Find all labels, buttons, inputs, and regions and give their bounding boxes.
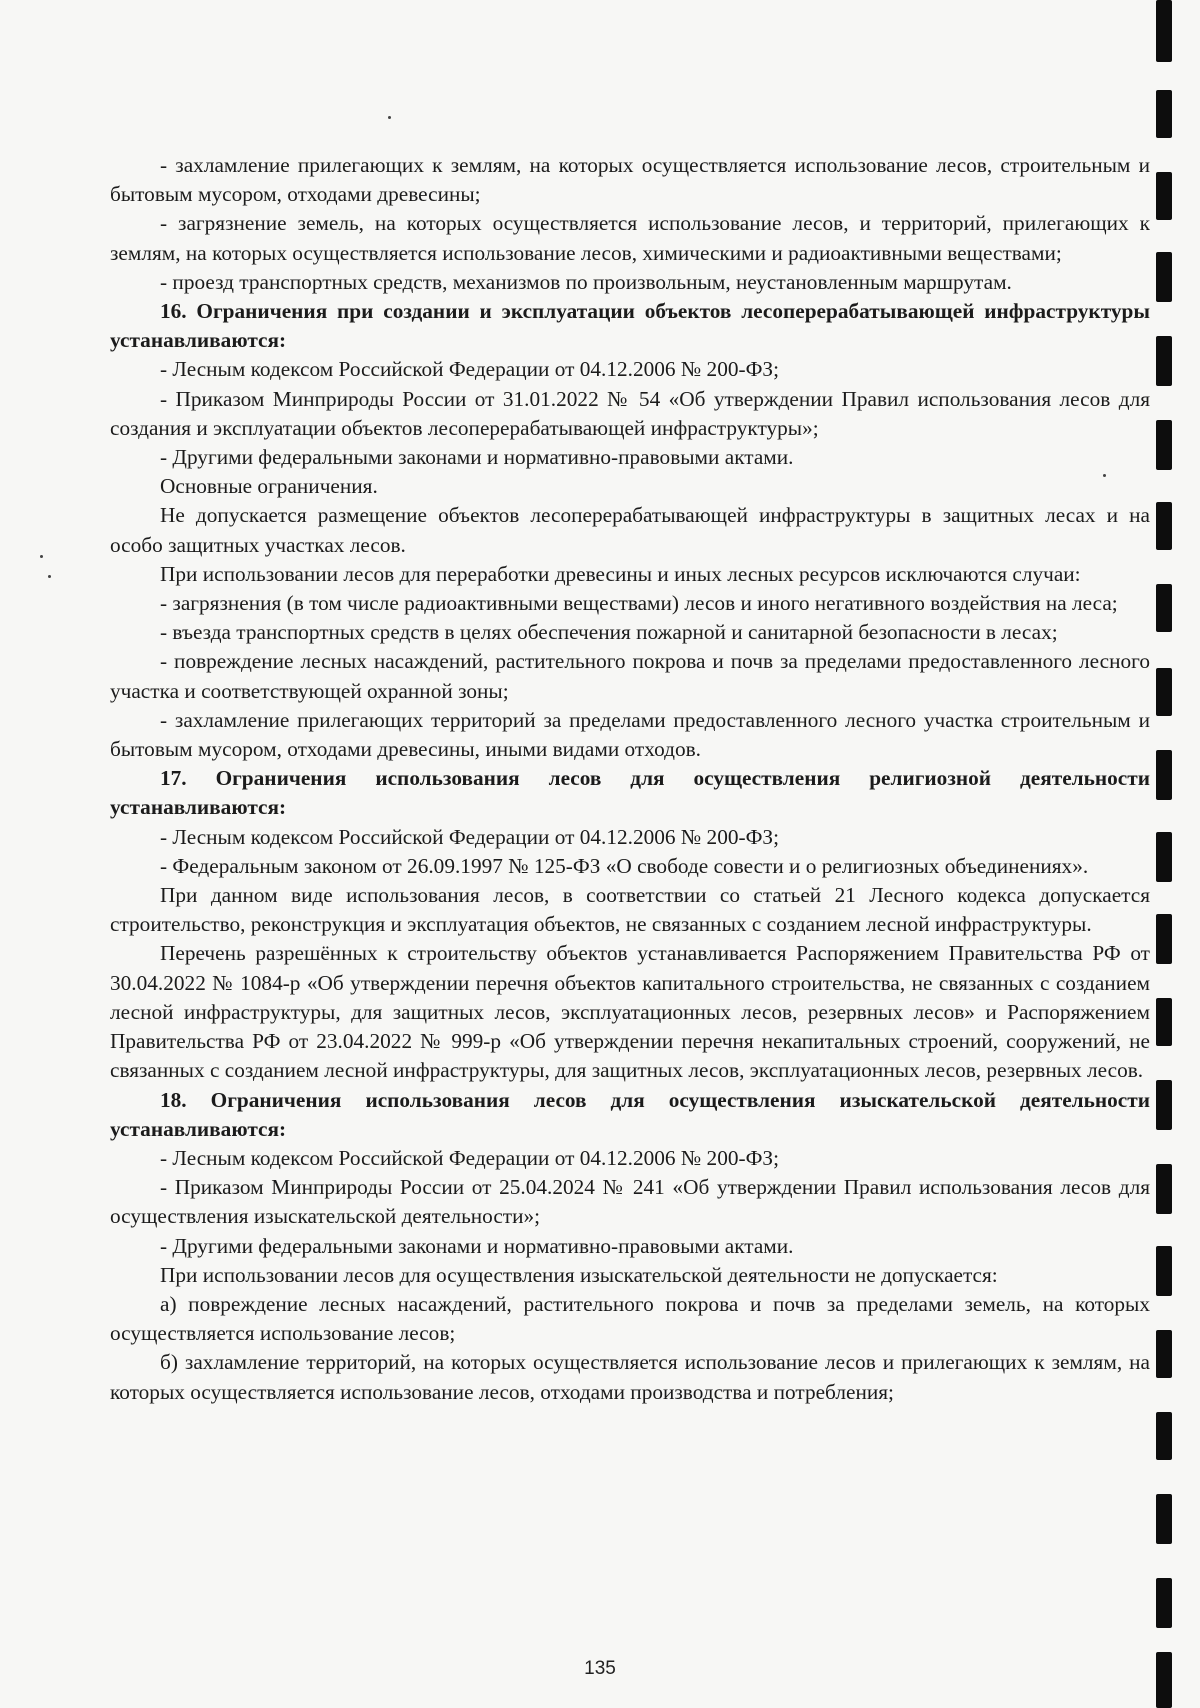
paragraph-11: - загрязнения (в том числе радиоактивными веществами) лесов и иного негативного воздействия на леса; [160,591,1118,616]
paragraph-10: При использовании лесов для переработки древесины и иных лесных ресурсов исключаются случаи: [160,561,1081,586]
scan-speck [388,116,391,119]
paragraph-2: - загрязнение земель, на которых осуществляется использование лесов, и территорий, прилегающих к землям, на которых осуществляется использование лесов, химическими и радиоактивными веществами; [110,211,1150,265]
scan-speck [48,575,51,578]
binding-mark [1156,1164,1172,1214]
binding-mark [1156,1652,1172,1708]
paragraph-7: - Другими федеральными законами и нормативно-правовыми актами. [160,445,794,470]
page-number: 135 [584,1658,616,1679]
paragraph-5: - Лесным кодексом Российской Федерации от 04.12.2006 № 200-ФЗ; [160,357,779,382]
binding-mark [1156,584,1172,632]
binding-mark [1156,998,1172,1046]
section-17-heading: 17. Ограничения использования лесов для осуществления религиозной деятельности устанавливаются: [110,766,1150,820]
binding-mark [1156,90,1172,138]
binding-mark [1156,1412,1172,1460]
paragraph-8: Основные ограничения. [160,474,378,499]
binding-mark [1156,502,1172,550]
page-content [110,151,1150,1407]
paragraph-23: - Другими федеральными законами и нормативно-правовыми актами. [160,1233,794,1258]
binding-mark [1156,1494,1172,1544]
binding-mark [1156,0,1172,62]
section-16-heading: 16. Ограничения при создании и эксплуатации объектов лесоперерабатывающей инфраструктуры устанавливаются: [110,299,1150,353]
paragraph-18: При данном виде использования лесов, в соответствии со статьей 21 Лесного кодекса допускается строительство, реконструкция и эксплуатация объектов, не связанных с созданием лесной инфраструктуры. [110,883,1150,937]
paragraph-13: - повреждение лесных насаждений, растительного покрова и почв за пределами предоставленного лесного участка и соответствующей охранной зоны; [110,649,1150,703]
binding-mark [1156,1330,1172,1378]
paragraph-19: Перечень разрешённых к строительству объектов устанавливается Распоряжением Правительства РФ от 30.04.2022 № 1084-р «Об утверждении перечня объектов капитального строительства, не связанных с созданием лесной инфраструктуры, для защитных лесов, эксплуатационных лесов, резервных лесов» и Распоряжением Правительства РФ от 23.04.2022 № 999-р «Об утверждении перечня некапитальных строений, сооружений, не связанных с созданием лесной инфраструктуры, для защитных лесов, эксплуатационных лесов, резервных лесов. [110,941,1150,1083]
binding-mark [1156,252,1172,302]
paragraph-12: - въезда транспортных средств в целях обеспечения пожарной и санитарной безопасности в лесах; [160,620,1058,645]
section-18-heading: 18. Ограничения использования лесов для осуществления изыскательской деятельности устанавливаются: [110,1087,1150,1141]
scan-speck [40,555,43,558]
paragraph-25: а) повреждение лесных насаждений, растительного покрова и почв за пределами земель, на которых осуществляется использование лесов; [110,1291,1150,1346]
binding-mark [1156,420,1172,470]
scan-speck [1103,474,1106,477]
binding-marks [1156,0,1180,1708]
binding-mark [1156,914,1172,964]
paragraph-1: - захламление прилегающих к землям, на которых осуществляется использование лесов, строительным и бытовым мусором, отходами древесины; [110,153,1150,207]
paragraph-22: - Приказом Минприроды России от 25.04.2024 № 241 «Об утверждении Правил использования лесов для осуществления изыскательской деятельности»; [110,1175,1150,1229]
binding-mark [1156,1080,1172,1130]
paragraph-16: - Лесным кодексом Российской Федерации от 04.12.2006 № 200-ФЗ; [160,824,779,849]
binding-mark [1156,172,1172,220]
paragraph-24: При использовании лесов для осуществления изыскательской деятельности не допускается: [160,1262,998,1287]
paragraph-21: - Лесным кодексом Российской Федерации от 04.12.2006 № 200-ФЗ; [160,1145,779,1170]
binding-mark [1156,336,1172,386]
paragraph-3: - проезд транспортных средств, механизмов по произвольным, неустановленным маршрутам. [160,269,1012,294]
binding-mark [1156,1246,1172,1296]
binding-mark [1156,832,1172,882]
paragraph-6: - Приказом Минприроды России от 31.01.2022 № 54 «Об утверждении Правил использования лесов для создания и эксплуатации объектов лесоперерабатывающей инфраструктуры»; [110,386,1150,440]
binding-mark [1156,1578,1172,1628]
paragraph-26: б) захламление территорий, на которых осуществляется использование лесов и прилегающих к землям, на которых осуществляется использование лесов, отходами производства и потребления; [110,1350,1150,1404]
binding-mark [1156,668,1172,716]
paragraph-14: - захламление прилегающих территорий за пределами предоставленного лесного участка строительным и бытовым мусором, отходами древесины, иными видами отходов. [110,707,1150,762]
paragraph-9: Не допускается размещение объектов лесоперерабатывающей инфраструктуры в защитных лесах и на особо защитных участках лесов. [110,503,1150,557]
paragraph-17: - Федеральным законом от 26.09.1997 № 125-ФЗ «О свободе совести и о религиозных объединениях». [160,853,1089,878]
binding-mark [1156,750,1172,800]
